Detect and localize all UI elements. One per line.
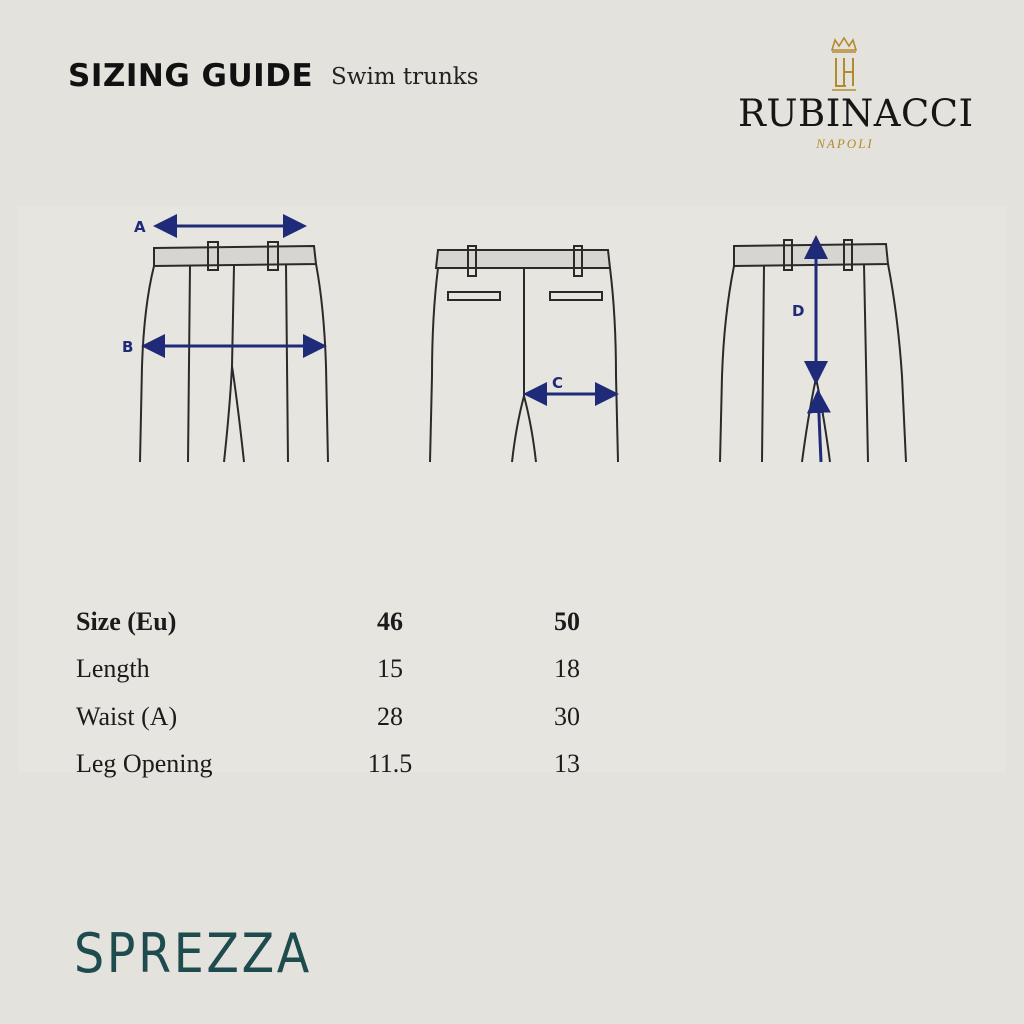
label-b: B — [122, 338, 134, 356]
page-subtitle: Swim trunks — [331, 64, 479, 90]
monogram-crest-icon — [826, 36, 862, 94]
rubinacci-logo — [738, 36, 974, 154]
arrow-d — [816, 238, 821, 462]
row-value: 11.5 — [367, 749, 413, 779]
page-title: SIZING GUIDE — [68, 58, 314, 94]
row-label: Length — [76, 654, 150, 684]
row-value: 15 — [377, 654, 403, 684]
row-value: 13 — [554, 749, 580, 779]
trousers-front-view — [140, 242, 328, 462]
row-label: Waist (A) — [76, 701, 178, 731]
trousers-rise-view — [720, 240, 906, 462]
table-row — [76, 646, 690, 694]
table-row — [76, 741, 690, 789]
header-size-2: 50 — [554, 606, 580, 636]
label-a: A — [134, 218, 146, 236]
logo-city: NAPOLI — [816, 136, 874, 151]
label-d: D — [792, 302, 805, 320]
row-value: 30 — [554, 701, 580, 731]
row-value: 18 — [554, 654, 580, 684]
header-label: Size (Eu) — [76, 606, 177, 636]
logo-wordmark: RUBINACCI — [738, 92, 974, 135]
label-c: C — [552, 374, 564, 392]
table-header-row — [76, 598, 690, 646]
row-label: Leg Opening — [76, 749, 213, 779]
row-value: 28 — [377, 701, 403, 731]
header-size-1: 46 — [377, 606, 403, 636]
table-row — [76, 693, 690, 741]
sprezza-logo: SPREZZA — [74, 922, 312, 985]
trousers-back-view — [430, 246, 618, 462]
size-table — [76, 598, 690, 788]
